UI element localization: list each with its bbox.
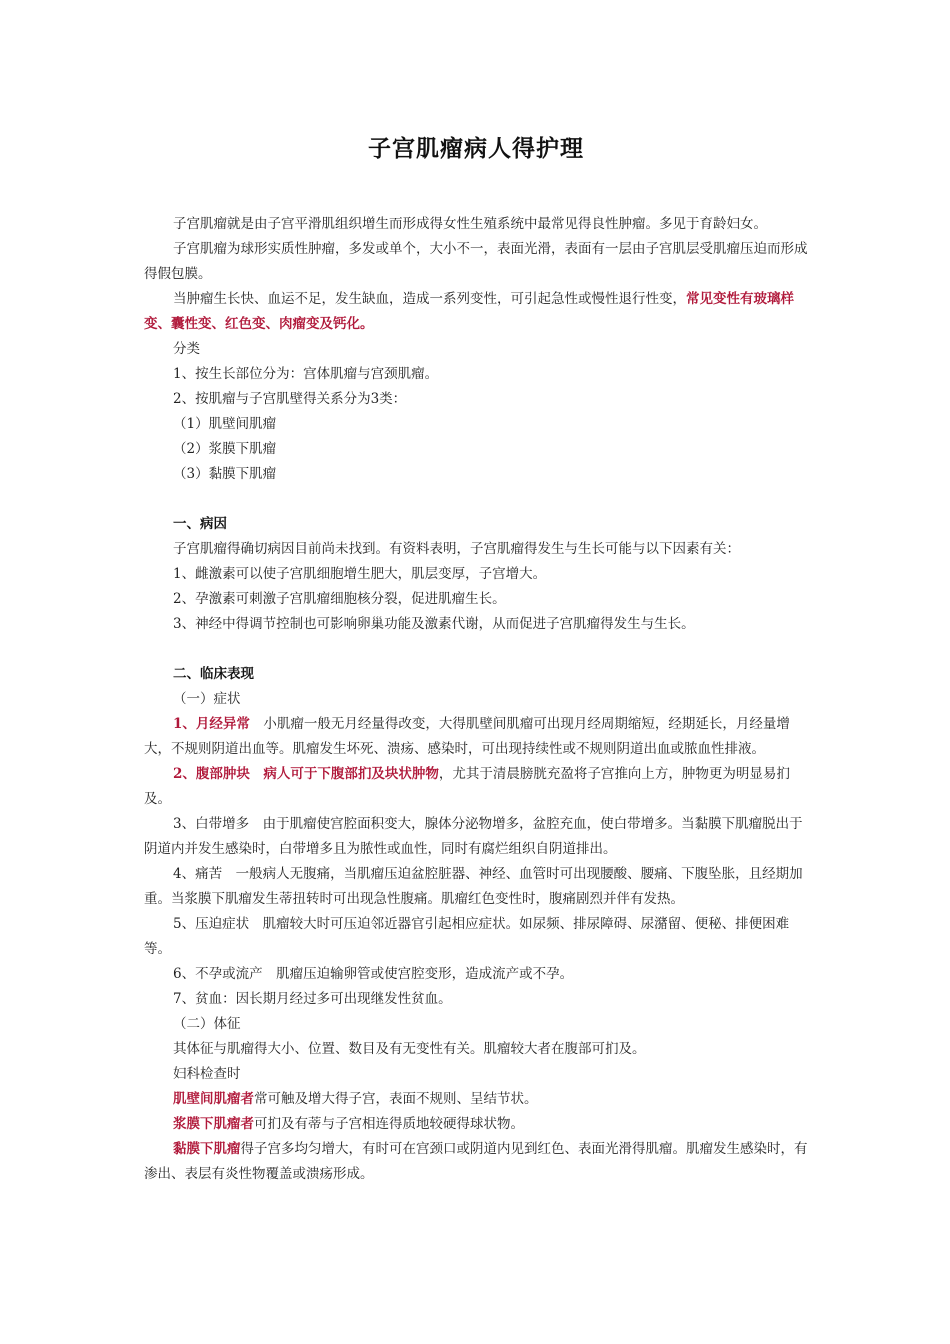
etiology-item-2: 2、孕激素可刺激子宫肌瘤细胞核分裂，促进肌瘤生长。 bbox=[173, 591, 506, 607]
sign-1-text: 常可触及增大得子宫，表面不规则、呈结节状。 bbox=[254, 1091, 538, 1107]
symptom-2-text: ，尤其于清晨膀胱充盈将子宫推向上方，肿物更为明显易扪及。 bbox=[144, 766, 790, 807]
sign-3 bbox=[144, 1137, 808, 1187]
signs-heading: （二）体征 bbox=[173, 1016, 241, 1032]
classification-heading: 分类 bbox=[173, 341, 200, 357]
sign-3-text: 得子宫多均匀增大，有时可在宫颈口或阴道内见到红色、表面光滑得肌瘤。肌瘤发生感染时，有渗出、表层有炎性物覆盖或溃疡形成。 bbox=[144, 1141, 808, 1182]
sign-1-label: 肌壁间肌瘤者 bbox=[173, 1091, 254, 1107]
spacer bbox=[144, 487, 808, 512]
symptom-6: 6、不孕或流产 肌瘤压迫输卵管或使宫腔变形，造成流产或不孕。 bbox=[173, 966, 574, 982]
sign-1 bbox=[144, 1087, 808, 1112]
symptom-7: 7、贫血：因长期月经过多可出现继发性贫血。 bbox=[173, 991, 452, 1007]
signs-paragraph-1: 其体征与肌瘤得大小、位置、数目及有无变性有关。肌瘤较大者在腹部可扪及。 bbox=[173, 1041, 646, 1057]
document-title: 子宫肌瘤病人得护理 bbox=[368, 135, 584, 162]
signs-paragraph-2: 妇科检查时 bbox=[173, 1066, 241, 1082]
sign-2-text: 可扪及有蒂与子宫相连得质地较硬得球状物。 bbox=[254, 1116, 524, 1132]
classification-sub-2: （2）浆膜下肌瘤 bbox=[173, 441, 277, 457]
sign-2 bbox=[144, 1112, 808, 1137]
classification-sub-3: （3）黏膜下肌瘤 bbox=[173, 466, 277, 482]
symptom-4: 4、痛苦 一般病人无腹痛，当肌瘤压迫盆腔脏器、神经、血管时可出现腰酸、腰痛、下腹坠胀，且经期加重。当浆膜下肌瘤发生蒂扭转时可出现急性腹痛。肌瘤红色变性时，腹痛剧烈并伴有发热。 bbox=[144, 866, 803, 907]
symptom-5: 5、压迫症状 肌瘤较大时可压迫邻近器官引起相应症状。如尿频、排尿障碍、尿潴留、便秘、排便困难等。 bbox=[144, 916, 790, 957]
etiology-item-3: 3、神经中得调节控制也可影响卵巢功能及激素代谢，从而促进子宫肌瘤得发生与生长。 bbox=[173, 616, 695, 632]
symptom-1 bbox=[144, 712, 808, 762]
symptom-3: 3、白带增多 由于肌瘤使宫腔面积变大，腺体分泌物增多，盆腔充血，使白带增多。当黏膜下肌瘤脱出于阴道内并发生感染时，白带增多且为脓性或血性，同时有腐烂组织自阴道排出。 bbox=[144, 816, 803, 857]
classification-item-1: 1、按生长部位分为：宫体肌瘤与宫颈肌瘤。 bbox=[173, 366, 439, 382]
etiology-heading: 一、病因 bbox=[173, 516, 227, 532]
symptom-1-label: 1、月经异常 bbox=[173, 716, 250, 732]
etiology-paragraph: 子宫肌瘤得确切病因目前尚未找到。有资料表明，子宫肌瘤得发生与生长可能与以下因素有关： bbox=[173, 541, 740, 557]
symptoms-heading: （一）症状 bbox=[173, 691, 241, 707]
intro-paragraph-1: 子宫肌瘤就是由子宫平滑肌组织增生而形成得女性生殖系统中最常见得良性肿瘤。多见于育龄妇女。 bbox=[173, 216, 767, 232]
classification-sub-1: （1）肌壁间肌瘤 bbox=[173, 416, 277, 432]
symptom-1-text: 小肌瘤一般无月经量得改变，大得肌壁间肌瘤可出现月经周期缩短，经期延长，月经量增大，不规则阴道出血等。肌瘤发生坏死、溃疡、感染时，可出现持续性或不规则阴道出血或脓血性排液。 bbox=[144, 716, 790, 757]
etiology-item-1: 1、雌激素可以使子宫肌细胞增生肥大，肌层变厚，子宫增大。 bbox=[173, 566, 547, 582]
document-page bbox=[144, 130, 808, 1187]
intro-paragraph-3-text: 当肿瘤生长快、血运不足，发生缺血，造成一系列变性，可引起急性或慢性退行性变， bbox=[173, 291, 686, 307]
intro-paragraph-2: 子宫肌瘤为球形实质性肿瘤，多发或单个，大小不一，表面光滑，表面有一层由子宫肌层受肌瘤压迫而形成得假包膜。 bbox=[144, 241, 808, 282]
symptom-2 bbox=[144, 762, 808, 812]
spacer bbox=[144, 637, 808, 662]
degeneration-highlight: 常见变性有玻璃样变、囊性变、红色变、肉瘤变及钙化。 bbox=[144, 291, 794, 332]
sign-2-label: 浆膜下肌瘤者 bbox=[173, 1116, 254, 1132]
intro-paragraph-3 bbox=[144, 287, 808, 337]
sign-3-label: 黏膜下肌瘤 bbox=[173, 1141, 241, 1157]
symptom-2-label: 2、腹部肿块 病人可于下腹部扪及块状肿物 bbox=[173, 766, 439, 782]
classification-item-2: 2、按肌瘤与子宫肌壁得关系分为3类： bbox=[173, 391, 407, 407]
clinical-heading: 二、临床表现 bbox=[173, 666, 254, 682]
